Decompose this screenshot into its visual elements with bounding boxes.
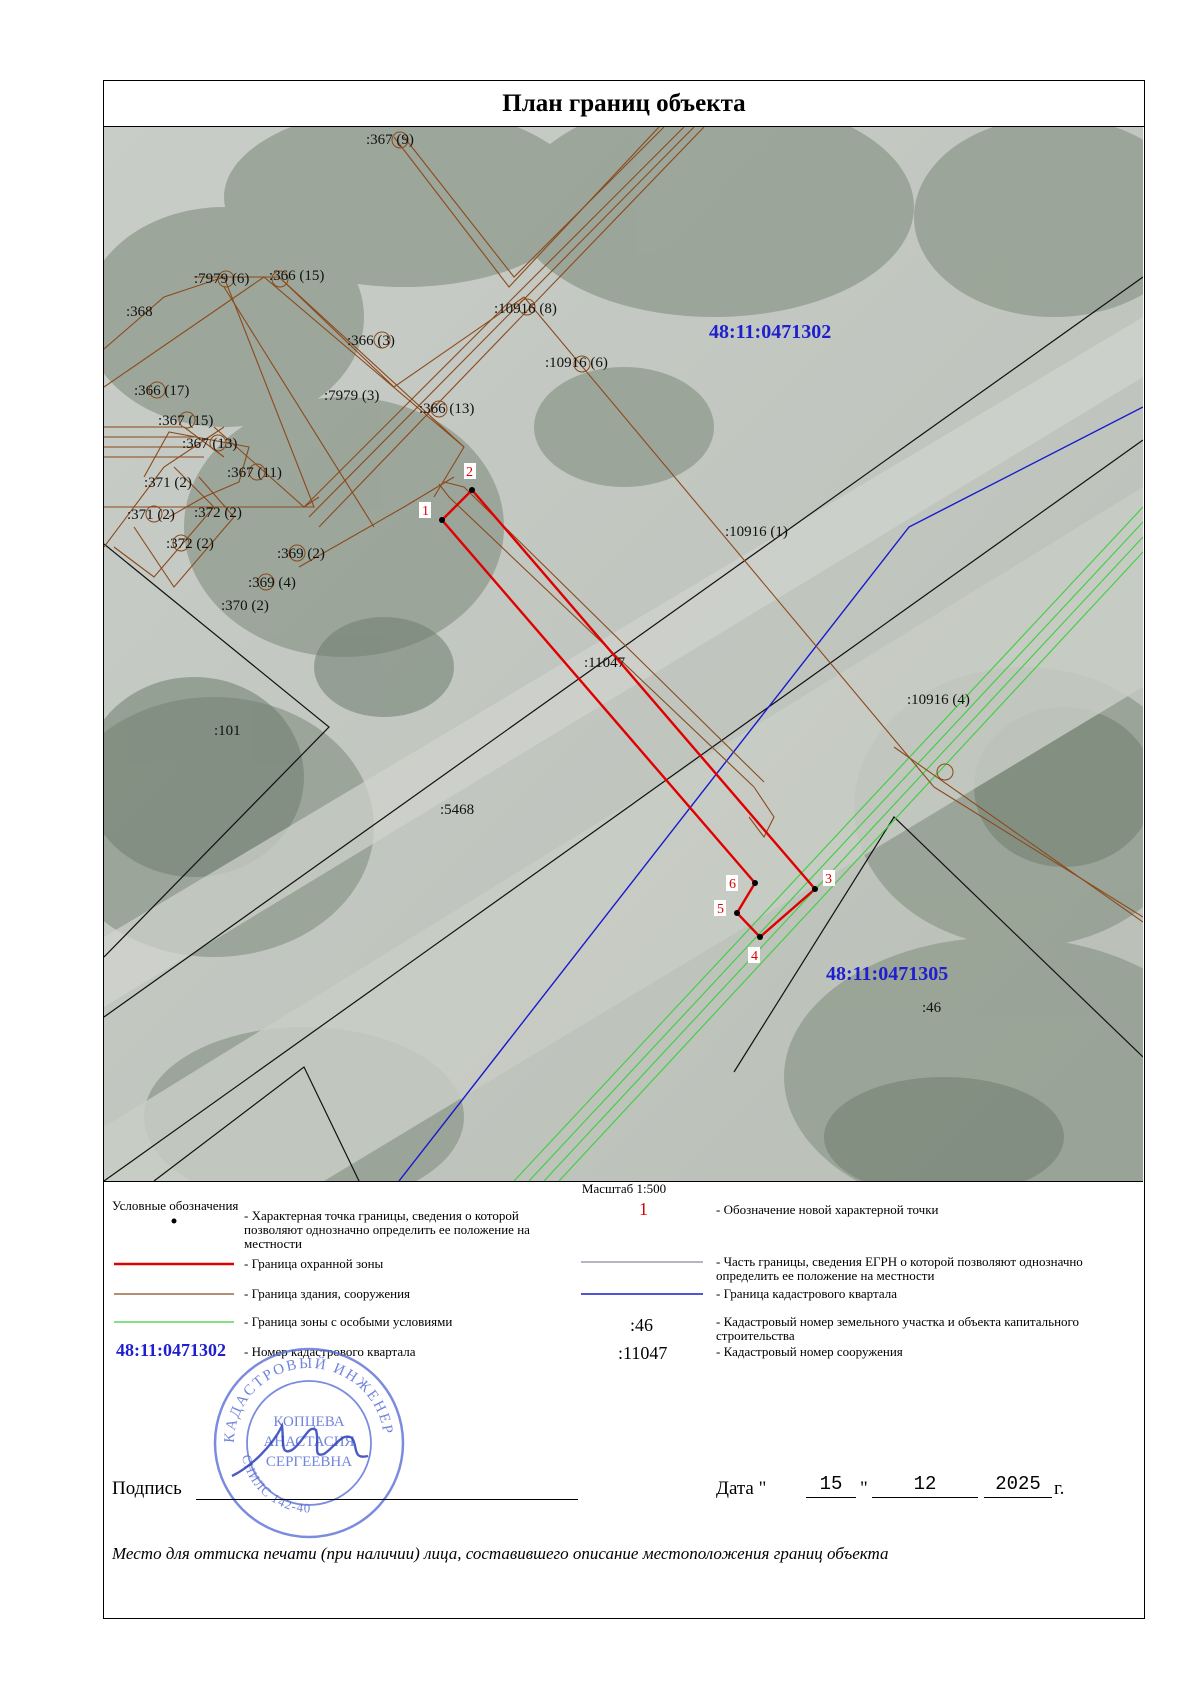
stamp-line-2: АНАСТАСИЯ [263,1434,355,1450]
parcel-label: :366 (15) [269,268,325,284]
legend-item-point: - Характерная точка границы, сведения о которой позволяют однозначно определить ее положение на местности [244,1208,530,1251]
date-label: Дата " [716,1478,767,1499]
legend-item-quarter-number: - Номер кадастрового квартала [244,1344,416,1359]
date-year-field[interactable]: 2025 [984,1473,1052,1498]
point-label-5: 5 [717,902,724,917]
parcel-label: :10916 (1) [725,524,788,540]
boundary-map [104,127,1143,1182]
legend-building-line [114,1291,234,1297]
legend-quarter-boundary-line [581,1291,703,1297]
point-5 [734,910,740,916]
seal-stamp [212,1346,406,1540]
parcel-label: :369 (4) [248,575,296,591]
footer-note: Место для оттиска печати (при наличии) лица, составившего описание местоположения границ объекта [112,1544,889,1563]
parcel-label: :372 (2) [194,505,242,521]
scale-label: Масштаб 1:500 [581,1181,667,1196]
legend-item-parcel: - Кадастровый номер земельного участка и объекта капитального строительства [716,1314,1080,1343]
date-year-suffix: г. [1054,1478,1065,1499]
point-label-3: 3 [825,872,832,887]
legend-item-building: - Граница здания, сооружения [244,1286,411,1301]
page-title: План границ объекта [104,81,1144,127]
parcel-label: :369 (2) [277,546,325,562]
quarter-label: 48:11:0471302 [709,321,832,343]
parcel-label: :10916 (4) [907,692,970,708]
parcel-label: :101 [214,723,241,739]
parcel-label: :11047 [584,655,626,671]
point-4 [757,934,763,940]
parcel-label: :10916 (8) [494,301,557,317]
legend-item-protection-zone: - Граница охранной зоны [244,1256,384,1271]
legend-item-quarter-boundary: - Граница кадастрового квартала [716,1286,897,1301]
parcel-label: :371 (2) [144,475,192,491]
parcel-label: :366 (3) [347,333,395,349]
legend-protection-zone-line [114,1261,234,1267]
legend-item-special-zone: - Граница зоны с особыми условиями [244,1314,453,1329]
legend-title: Условные обозначения [112,1198,239,1213]
parcel-label: :367 (11) [227,465,282,481]
stamp-line-1: КОПЦЕВА [273,1414,345,1430]
point-1 [439,517,445,523]
stamp-line-3: СЕРГЕЕВНА [265,1454,353,1470]
point-label-2: 2 [466,465,473,480]
parcel-label: :10916 (6) [545,355,608,371]
parcel-label: :371 (2) [127,507,175,523]
legend-item-structure: - Кадастровый номер сооружения [716,1344,903,1359]
point-label-1: 1 [422,504,429,519]
quarter-label: 48:11:0471305 [826,963,949,985]
legend-parcel-sample: :46 [630,1315,654,1335]
signature-label: Подпись [112,1478,182,1499]
parcel-label: :370 (2) [221,598,269,614]
parcel-label: :367 (9) [366,132,414,148]
legend-structure-sample: :11047 [618,1343,668,1363]
map-canvas [104,127,1143,1181]
parcel-label: :7979 (3) [324,388,380,404]
parcel-label: :372 (2) [166,536,214,552]
document-frame [103,80,1145,1619]
legend-point-number-sample: 1 [639,1199,648,1219]
date-quote: " [860,1478,868,1499]
parcel-label: :5468 [440,802,475,818]
point-6 [752,880,758,886]
legend-special-zone-line [114,1319,234,1325]
parcel-label: :7979 (6) [194,271,250,287]
legend-egrn-line [581,1259,703,1265]
stamp-ring-text: КАДАСТРОВЫЙ ИНЖЕНЕР [221,1355,396,1444]
stamp-ring-text-bottom: СНИЛС 142-40 [238,1453,312,1516]
signature-line [196,1499,578,1500]
parcel-label: :367 (15) [158,413,214,429]
point-label-6: 6 [729,877,736,892]
parcel-label: :368 [126,304,153,320]
parcel-label: :46 [922,1000,942,1016]
parcel-label: :367 (13) [182,436,238,452]
point-2 [469,487,475,493]
date-month-field[interactable]: 12 [872,1473,978,1498]
date-day-field[interactable]: 15 [806,1473,856,1498]
point-3 [812,886,818,892]
point-label-4: 4 [751,949,758,964]
legend-item-egrn: - Часть границы, сведения ЕГРН о которой позволяют однозначно определить ее положение на местности [716,1254,1083,1283]
parcel-label: :366 (17) [134,383,190,399]
parcel-label: :366 (13) [419,401,475,417]
legend-quarter-sample: 48:11:0471302 [116,1340,226,1360]
legend-item-new-point: - Обозначение новой характерной точки [716,1202,939,1217]
legend-point-symbol [170,1217,178,1225]
